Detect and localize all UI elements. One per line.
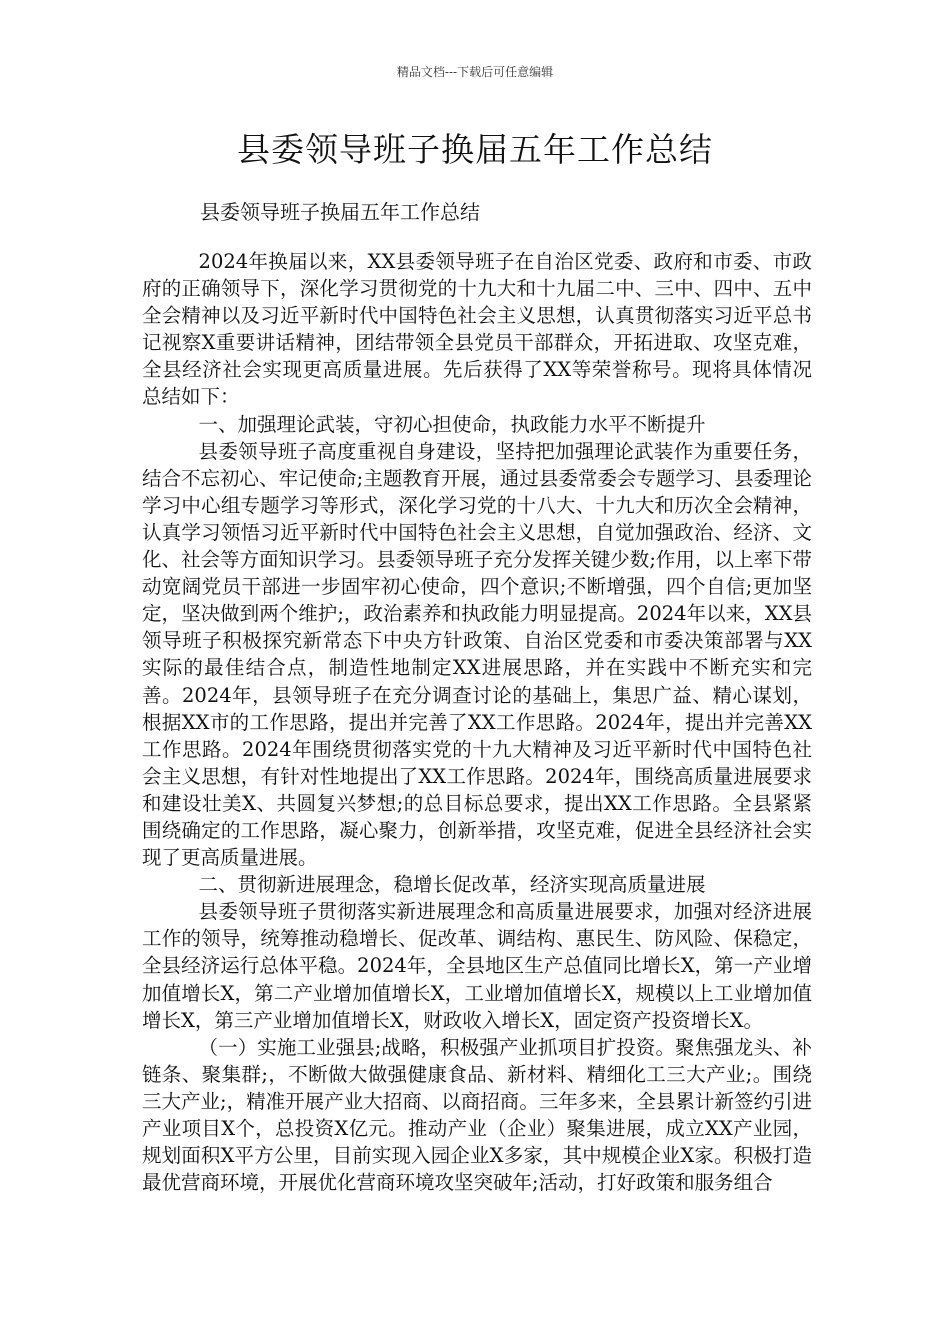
- document-subtitle: 县委领导班子换届五年工作总结: [200, 200, 480, 224]
- section-heading-1: 一、加强理论武装，守初心担使命，执政能力水平不断提升: [198, 412, 706, 436]
- header-note: 精品文档---下载后可任意编辑: [396, 65, 554, 79]
- section-paragraph-2: 县委领导班子贯彻落实新进展理念和高质量进展要求，加强对经济进展工作的领导，统筹推动稳增长、促改革、调结构、惠民生、防风险、保稳定，全县经济运行总体平稳。2024年，全县地区生产总值同比增长X，第一产业增加值增长X，第二产业增加值增长X，工业增加值增长X，规模以上工业增加值增长X，第三产业增加值增长X，财政收入增长X，固定资产投资增长X。: [142, 900, 812, 1032]
- intro-paragraph: 2024年换届以来，XX县委领导班子在自治区党委、政府和市委、市政府的正确领导下，深化学习贯彻党的十九大和十九届二中、三中、四中、五中全会精神以及习近平新时代中国特色社会主义思想，认真贯彻落实习近平总书记视察X重要讲话精神，团结带领全县党员干部群众，开拓进取、攻坚克难，全县经济社会实现更高质量进展。先后获得了XX等荣誉称号。现将具体情况总结如下：: [142, 250, 812, 409]
- subsection-paragraph-1: （一）实施工业强县;战略，积极强产业抓项目扩投资。聚焦强龙头、补链条、聚集群;，不断做大做强健康食品、新材料、精细化工三大产业;。围绕三大产业;，精准开展产业大招商、以商招商。三年多来，全县累计新签约引进产业项目X个，总投资X亿元。推动产业（企业）聚集进展，成立XX产业园，规划面积X平方公里，目前实现入园企业X多家，其中规模企业X家。积极打造最优营商环境，开展优化营商环境攻坚突破年;活动，打好政策和服务组合: [142, 1035, 812, 1195]
- section-paragraph-1: 县委领导班子高度重视自身建设，坚持把加强理论武装作为重要任务，结合不忘初心、牢记使命;主题教育开展，通过县委常委会专题学习、县委理论学习中心组专题学习等形式，深化学习党的十八大、十九大和历次全会精神，认真学习领悟习近平新时代中国特色社会主义思想，自觉加强政治、经济、文化、社会等方面知识学习。县委领导班子充分发挥关键少数;作用，以上率下带动宽阔党员干部进一步固牢初心使命，四个意识;不断增强，四个自信;更加坚定，坚决做到两个维护;，政治素养和执政能力明显提高。2024年以来，XX县领导班子积极探究新常态下中央方针政策、自治区党委和市委决策部署与XX实际的最佳结合点，制造性地制定XX进展思路，并在实践中不断充实和完善。2024年，县领导班子在充分调查讨论的基础上，集思广益、精心谋划，根据XX市的工作思路，提出并完善了XX工作思路。2024年，提出并完善XX工作思路。2024年围绕贯彻落实党的十九大精神及习近平新时代中国特色社会主义思想，有针对性地提出了XX工作思路。2024年，围绕高质量进展要求和建设壮美X、共圆复兴梦想;的总目标总要求，提出XX工作思路。全县紧紧围绕确定的工作思路，凝心聚力，创新举措，攻坚克难，促进全县经济社会实现了更高质量进展。: [142, 439, 812, 870]
- document-body: [142, 248, 812, 1196]
- document-title: 县委领导班子换届五年工作总结: [237, 130, 713, 169]
- section-heading-2: 二、贯彻新进展理念，稳增长促改革，经济实现高质量进展: [198, 873, 706, 897]
